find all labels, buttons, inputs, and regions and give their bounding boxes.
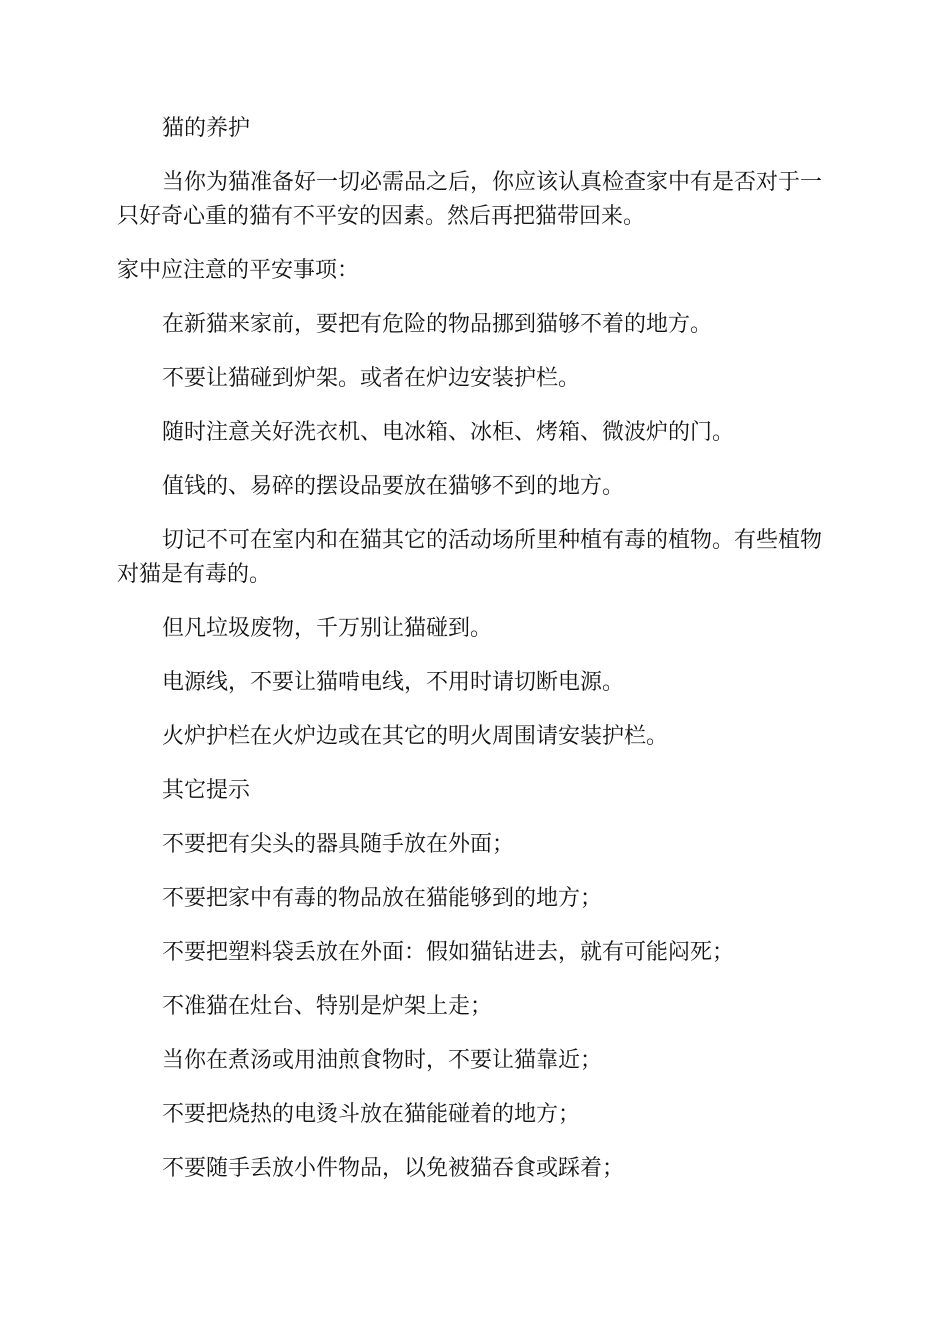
- document-body: [117, 112, 837, 1206]
- safety-item: 随时注意关好洗衣机、电冰箱、冰柜、烤箱、微波炉的门。: [162, 420, 735, 445]
- tip-item: 当你在煮汤或用油煎食物时，不要让猫靠近；: [162, 1048, 603, 1073]
- safety-item: 在新猫来家前，要把有危险的物品挪到猫够不着的地方。: [162, 312, 713, 337]
- safety-item: 值钱的、易碎的摆设品要放在猫够不到的地方。: [162, 474, 625, 499]
- tip-item: 不要把有尖头的器具随手放在外面；: [162, 832, 515, 857]
- safety-item: 切记不可在室内和在猫其它的活动场所里种植有毒的植物。有些植物对猫是有毒的。: [117, 528, 823, 587]
- document-title: 猫的养护: [162, 116, 251, 141]
- tip-item: 不准猫在灶台、特别是炉架上走；: [162, 994, 493, 1019]
- tip-item: 不要把塑料袋丢放在外面：假如猫钻进去，就有可能闷死；: [162, 940, 735, 965]
- section-heading-safety: 家中应注意的平安事项：: [117, 258, 360, 283]
- tip-item: 不要把烧热的电烫斗放在猫能碰着的地方；: [162, 1102, 581, 1127]
- safety-item: 火炉护栏在火炉边或在其它的明火周围请安装护栏。: [162, 724, 669, 749]
- safety-item: 电源线，不要让猫啃电线，不用时请切断电源。: [162, 670, 625, 695]
- section-heading-tips: 其它提示: [162, 778, 251, 803]
- tip-item: 不要把家中有毒的物品放在猫能够到的地方；: [162, 886, 603, 911]
- tip-item: 不要随手丢放小件物品，以免被猫吞食或踩着；: [162, 1156, 625, 1181]
- safety-item: 但凡垃圾废物，千万别让猫碰到。: [162, 616, 493, 641]
- safety-item: 不要让猫碰到炉架。或者在炉边安装护栏。: [162, 366, 581, 391]
- intro-paragraph: 当你为猫准备好一切必需品之后，你应该认真检查家中有是否对于一只好奇心重的猫有不平安的因素。然后再把猫带回来。: [117, 170, 823, 229]
